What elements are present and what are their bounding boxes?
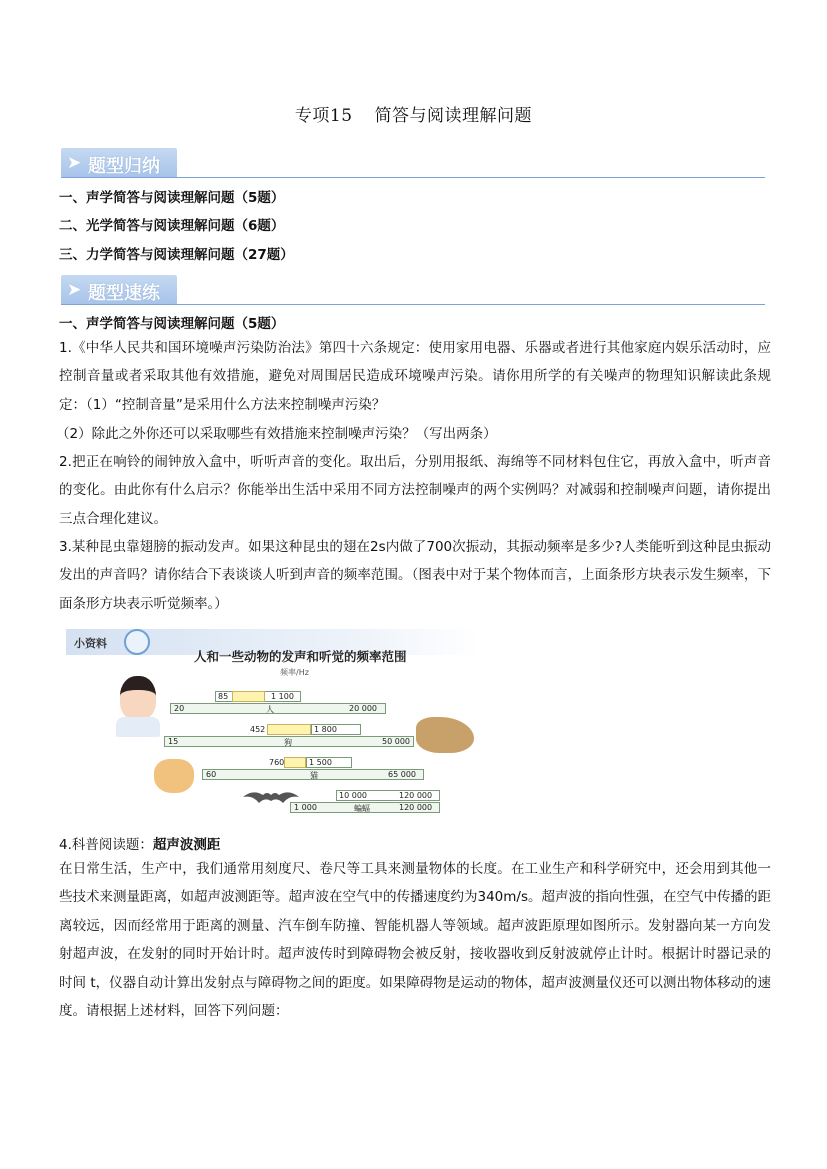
frequency-figure (66, 629, 480, 818)
emit-range-dog (267, 724, 311, 735)
title-main: 简答与阅读理解问题 (374, 106, 533, 126)
girl-body (116, 717, 160, 737)
question-4-label: 4.科普阅读题： (59, 837, 153, 853)
figure-title: 人和一些动物的发声和听觉的频率范围 (194, 649, 407, 664)
hear-low-dog: 15 (168, 737, 179, 746)
question-3: 3.某种昆虫靠翅膀的振动发声。如果这种昆虫的翅在2s内做了700次振动，其振动频率是多少?人类能听到这种昆虫振动发出的声音吗？请你结合下表谈谈人听到声音的频率范围。（图表中对于某个物体而言，上面条形方块表示发生频率，下面条形方块表示听觉频率。） (59, 539, 771, 612)
arrow-icon: ➤ (67, 153, 82, 173)
hear-high-human: 20 000 (349, 704, 377, 713)
question-4-heading (59, 833, 220, 853)
emit-low-bat: 10 000 (339, 791, 367, 800)
banner-summary (61, 148, 765, 178)
emit-high-dog: 1 800 (314, 725, 337, 734)
species-dog: 狗 (284, 738, 292, 747)
question-4-topic: 超声波测距 (152, 837, 221, 853)
question-1: 1.《中华人民共和国环境噪声污染防治法》第四十六条规定：使用家用电器、乐器或者进行其他家庭内娱乐活动时，应控制音量或者采取其他有效措施，避免对周围居民造成环境噪声污染。请你用所学的有关噪声的物理知识解读此条规定：（1）“控制音量”是采用什么方法来控制噪声污染？ (59, 340, 771, 413)
emit-low-cat: 760 (269, 758, 285, 767)
cat-icon (154, 759, 194, 793)
species-bat: 蝙蝠 (354, 804, 370, 813)
banner-practice (61, 275, 765, 305)
question-1-sub2: （2）除此之外你还可以采取哪些有效措施来控制噪声污染？（写出两条） (56, 426, 497, 442)
hear-high-dog: 50 000 (382, 737, 410, 746)
section-heading: 一、声学简答与阅读理解问题（5题） (59, 316, 285, 332)
info-icon (124, 629, 150, 655)
figure-unit: 频率/Hz (280, 668, 309, 677)
dog-icon (416, 717, 474, 753)
summary-item-3: 三、力学简答与阅读理解问题（27题） (59, 247, 294, 263)
emit-low-human: 85 (218, 692, 229, 701)
emit-high-bat: 120 000 (399, 791, 433, 800)
figure-header: 小资料 (74, 637, 107, 650)
arrow-icon: ➤ (67, 280, 82, 300)
banner-practice-label: 题型速练 (88, 283, 160, 304)
emit-range-human (232, 691, 265, 702)
hear-low-human: 20 (174, 704, 185, 713)
banner-summary-label: 题型归纳 (88, 156, 160, 177)
hear-high-cat: 65 000 (388, 770, 416, 779)
emit-high-human: 1 100 (271, 692, 294, 701)
summary-item-2: 二、光学简答与阅读理解问题（6题） (59, 218, 285, 234)
question-2: 2.把正在响铃的闹钟放入盒中，听听声音的变化。取出后，分别用报纸、海绵等不同材料包住它，再放入盒中，听声音的变化。由此你有什么启示？你能举出生活中采用不同方法控制噪声的两个实例吗？对减弱和控制噪声问题，请你提出三点合理化建议。 (59, 454, 771, 527)
title-prefix: 专项15 (294, 106, 353, 126)
question-4-body: 在日常生活，生产中，我们通常用刻度尺、卷尺等工具来测量物体的长度。在工业生产和科学研究中，还会用到其他一些技术来测量距离，如超声波测距等。超声波在空气中的传播速度约为340m/s。超声波的指向性强，在空气中传播的距离较远，因而经常用于距离的测量、汽车倒车防撞、智能机器人等领域。超声波距原理如图所示。发射器向某一方向发射超声波，在发射的同时开始计时。超声波传时到障碍物会被反射，接收器收到反射波就停止计时。根据计时器记录的时间 t，仪器自动计算出发射点与障碍物之间的距度。如果障碍物是运动的物体，超声波测量仪还可以测出物体移动的速度。请根据上述材料，回答下列问题： (59, 861, 771, 1020)
hear-low-cat: 60 (206, 770, 217, 779)
species-cat: 猫 (310, 771, 318, 780)
summary-item-1: 一、声学简答与阅读理解问题（5题） (59, 190, 285, 206)
emit-high-cat: 1 500 (309, 758, 332, 767)
emit-range-cat (284, 757, 306, 768)
hear-high-bat: 120 000 (399, 803, 433, 812)
page-title (0, 101, 827, 126)
species-human: 人 (266, 705, 274, 714)
girl-icon (120, 676, 156, 720)
emit-low-dog: 452 (250, 725, 266, 734)
hear-low-bat: 1 000 (294, 803, 317, 812)
